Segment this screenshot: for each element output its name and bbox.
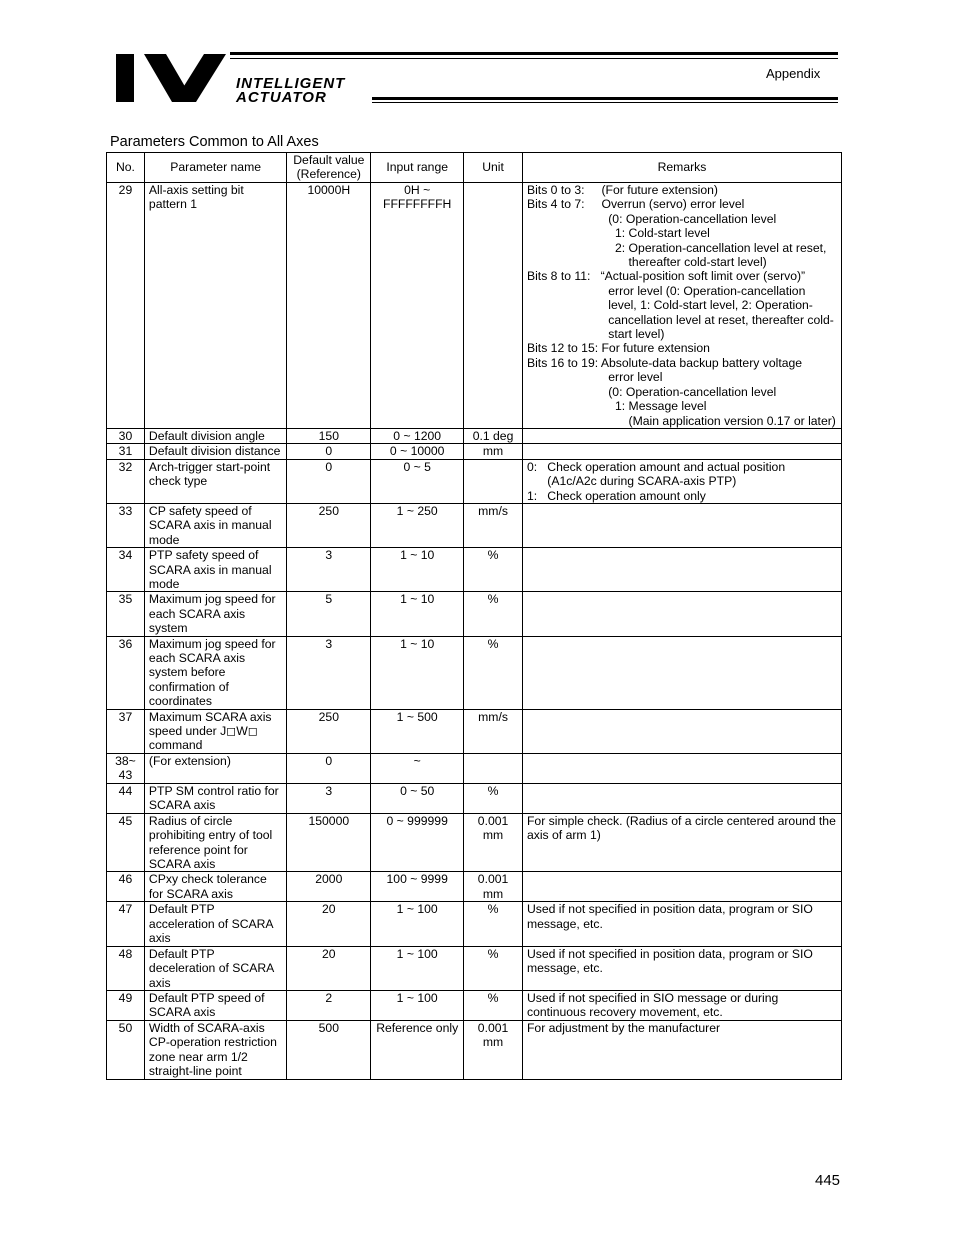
param-unit: mm/s: [464, 709, 523, 753]
table-row: [107, 592, 842, 636]
param-name: Default PTP acceleration of SCARA axis: [144, 902, 286, 946]
remark-line: (A1c/A2c during SCARA-axis PTP): [526, 474, 737, 489]
table-row: [107, 813, 842, 872]
col-unit-header: Unit: [464, 153, 523, 183]
parameters-table: [106, 152, 842, 1080]
param-name: PTP SM control ratio for SCARA axis: [144, 783, 286, 813]
param-remarks: [522, 753, 841, 783]
remark-line: level, 1: Cold-start level, 2: Operation-: [526, 298, 813, 313]
col-name-header: Parameter name: [144, 153, 286, 183]
param-number: 29: [107, 183, 145, 429]
remark-line: 1: Check operation amount only: [526, 488, 706, 503]
param-default: 0: [287, 753, 371, 783]
param-remarks: [522, 709, 841, 753]
param-remarks: [522, 592, 841, 636]
param-default: 5: [287, 592, 371, 636]
param-remarks: [522, 946, 841, 990]
param-number: 48: [107, 946, 145, 990]
param-name: Radius of circle prohibiting entry of tool reference point for SCARA axis: [144, 813, 286, 872]
table-row: [107, 709, 842, 753]
param-unit: [464, 183, 523, 429]
param-default: 150000: [287, 813, 371, 872]
param-unit: 0.001 mm: [464, 1020, 523, 1079]
param-range: 1 ~ 250: [371, 503, 464, 547]
param-number: 35: [107, 592, 145, 636]
param-default: 250: [287, 503, 371, 547]
param-remarks: [522, 990, 841, 1020]
param-unit: 0.001 mm: [464, 872, 523, 902]
remark-line: 0: Check operation amount and actual position: [526, 459, 786, 474]
svg-text:ACTUATOR: ACTUATOR: [236, 89, 327, 104]
remark-line: For adjustment by the manufacturer: [526, 1020, 721, 1035]
param-remarks: [522, 503, 841, 547]
param-range: 0 ~ 5: [371, 459, 464, 503]
param-remarks: [522, 444, 841, 459]
param-number: 30: [107, 428, 145, 443]
param-range: Reference only: [371, 1020, 464, 1079]
col-remarks-header: Remarks: [522, 153, 841, 183]
param-remarks: [522, 872, 841, 902]
param-range: 1 ~ 10: [371, 592, 464, 636]
param-default: 0: [287, 459, 371, 503]
param-unit: %: [464, 946, 523, 990]
remark-line: (0: Operation-cancellation level: [526, 211, 777, 226]
param-remarks: [522, 1020, 841, 1079]
remark-line: Bits 16 to 19: Absolute-data backup battery voltage: [526, 355, 803, 370]
param-name: Default division angle: [144, 428, 286, 443]
param-remarks: [522, 813, 841, 872]
param-name: Maximum jog speed for each SCARA axis system before confirmation of coordinates: [144, 636, 286, 709]
param-unit: mm/s: [464, 503, 523, 547]
col-no-header: No.: [107, 153, 145, 183]
param-number: 44: [107, 783, 145, 813]
col-default-header-line1: Default value: [293, 153, 365, 167]
remark-line: Used if not specified in position data, program or SIO message, etc.: [526, 946, 813, 976]
param-range: 1 ~ 100: [371, 902, 464, 946]
header-rule-bottom: [372, 97, 838, 100]
remark-line: For simple check. (Radius of a circle centered around the axis of arm 1): [526, 813, 836, 843]
param-number: 34: [107, 548, 145, 592]
param-name: Default division distance: [144, 444, 286, 459]
param-number: 47: [107, 902, 145, 946]
svg-text:INTELLIGENT: INTELLIGENT: [236, 75, 346, 92]
param-default: 500: [287, 1020, 371, 1079]
param-unit: [464, 459, 523, 503]
table-header-row: [107, 153, 842, 183]
param-default: 3: [287, 548, 371, 592]
param-number: 33: [107, 503, 145, 547]
remark-line: 1: Cold-start level: [526, 226, 710, 241]
header-rule-top-thin: [230, 58, 838, 59]
param-range: 1 ~ 10: [371, 636, 464, 709]
table-row: [107, 636, 842, 709]
remark-line: thereafter cold-start level): [526, 255, 767, 270]
remark-line: (Main application version 0.17 or later): [526, 413, 836, 428]
table-row: [107, 183, 842, 429]
param-number: 31: [107, 444, 145, 459]
col-default-header-line2: (Reference): [296, 166, 361, 181]
param-name: Arch-trigger start-point check type: [144, 459, 286, 503]
table-row: [107, 783, 842, 813]
table-row: [107, 753, 842, 783]
param-number: 46: [107, 872, 145, 902]
param-default: 2: [287, 990, 371, 1020]
param-default: 0: [287, 444, 371, 459]
param-number: 49: [107, 990, 145, 1020]
param-default: 250: [287, 709, 371, 753]
table-row: [107, 428, 842, 443]
remark-line: cancellation level at reset, thereafter cold-: [526, 312, 834, 327]
remark-line: Used if not specified in position data, program or SIO message, etc.: [526, 902, 813, 931]
param-unit: [464, 753, 523, 783]
param-unit: %: [464, 636, 523, 709]
table-row: [107, 548, 842, 592]
section-label: Appendix: [766, 66, 821, 81]
param-unit: %: [464, 990, 523, 1020]
remark-line: 1: Message level: [526, 399, 707, 414]
param-unit: %: [464, 592, 523, 636]
table-title: Parameters Common to All Axes: [110, 134, 319, 150]
param-range: 0 ~ 10000: [371, 444, 464, 459]
param-name: Default PTP speed of SCARA axis: [144, 990, 286, 1020]
param-range: 1 ~ 100: [371, 990, 464, 1020]
table-row: [107, 872, 842, 902]
table-row: [107, 946, 842, 990]
param-unit: %: [464, 902, 523, 946]
table-row: [107, 1020, 842, 1079]
param-range: 1 ~ 10: [371, 548, 464, 592]
param-remarks: [522, 636, 841, 709]
param-number: 32: [107, 459, 145, 503]
param-default: 20: [287, 902, 371, 946]
param-remarks: [522, 548, 841, 592]
remark-line: error level (0: Operation-cancellation: [526, 283, 806, 298]
intelligent-actuator-logo: [114, 52, 404, 104]
param-range: 0 ~ 1200: [371, 428, 464, 443]
param-name: Width of SCARA-axis CP-operation restriction zone near arm 1/2 straight-line point: [144, 1020, 286, 1079]
param-range: 0 ~ 999999: [371, 813, 464, 872]
remark-line: start level): [526, 327, 665, 342]
param-name: Maximum jog speed for each SCARA axis system: [144, 592, 286, 636]
param-name: Maximum SCARA axis speed under J◻W◻ command: [144, 709, 286, 753]
param-name: (For extension): [144, 753, 286, 783]
param-unit: %: [464, 548, 523, 592]
param-unit: 0.001 mm: [464, 813, 523, 872]
param-default: 10000H: [287, 183, 371, 429]
remark-line: Bits 0 to 3: (For future extension): [526, 183, 718, 197]
col-default-header: [287, 153, 371, 183]
param-remarks: [522, 428, 841, 443]
table-row: [107, 503, 842, 547]
param-remarks: [522, 902, 841, 946]
param-number: 37: [107, 709, 145, 753]
col-range-header: Input range: [371, 153, 464, 183]
remark-line: error level: [526, 370, 663, 385]
param-name: CPxy check tolerance for SCARA axis: [144, 872, 286, 902]
param-number: 38~ 43: [107, 753, 145, 783]
header-rule-bottom-thin: [372, 102, 838, 103]
param-range: 1 ~ 100: [371, 946, 464, 990]
param-remarks: [522, 459, 841, 503]
param-range: 0H ~ FFFFFFFFH: [371, 183, 464, 429]
param-remarks: [522, 183, 841, 429]
remark-line: Bits 8 to 11: “Actual-position soft limit over (servo)”: [526, 269, 806, 284]
param-range: ~: [371, 753, 464, 783]
param-default: 20: [287, 946, 371, 990]
header-rule-top: [230, 52, 838, 55]
remark-line: 2: Operation-cancellation level at reset,: [526, 240, 827, 255]
param-number: 50: [107, 1020, 145, 1079]
table-body: [107, 183, 842, 1080]
table-row: [107, 902, 842, 946]
remark-line: Used if not specified in SIO message or during continuous recovery movement, etc.: [526, 990, 779, 1020]
param-range: 100 ~ 9999: [371, 872, 464, 902]
table-row: [107, 459, 842, 503]
remark-line: Bits 4 to 7: Overrun (servo) error level: [526, 197, 745, 212]
param-default: 3: [287, 783, 371, 813]
param-name: PTP safety speed of SCARA axis in manual mode: [144, 548, 286, 592]
param-remarks: [522, 783, 841, 813]
param-name: CP safety speed of SCARA axis in manual mode: [144, 503, 286, 547]
param-name: All-axis setting bit pattern 1: [144, 183, 286, 429]
param-number: 36: [107, 636, 145, 709]
remark-line: Bits 12 to 15: For future extension: [526, 341, 710, 356]
param-default: 150: [287, 428, 371, 443]
param-range: 1 ~ 500: [371, 709, 464, 753]
page-number: 445: [815, 1172, 841, 1189]
param-unit: mm: [464, 444, 523, 459]
param-default: 3: [287, 636, 371, 709]
param-unit: 0.1 deg: [464, 428, 523, 443]
remark-line: (0: Operation-cancellation level: [526, 384, 777, 399]
table-row: [107, 444, 842, 459]
table-row: [107, 990, 842, 1020]
param-range: 0 ~ 50: [371, 783, 464, 813]
param-unit: %: [464, 783, 523, 813]
param-name: Default PTP deceleration of SCARA axis: [144, 946, 286, 990]
param-default: 2000: [287, 872, 371, 902]
param-number: 45: [107, 813, 145, 872]
